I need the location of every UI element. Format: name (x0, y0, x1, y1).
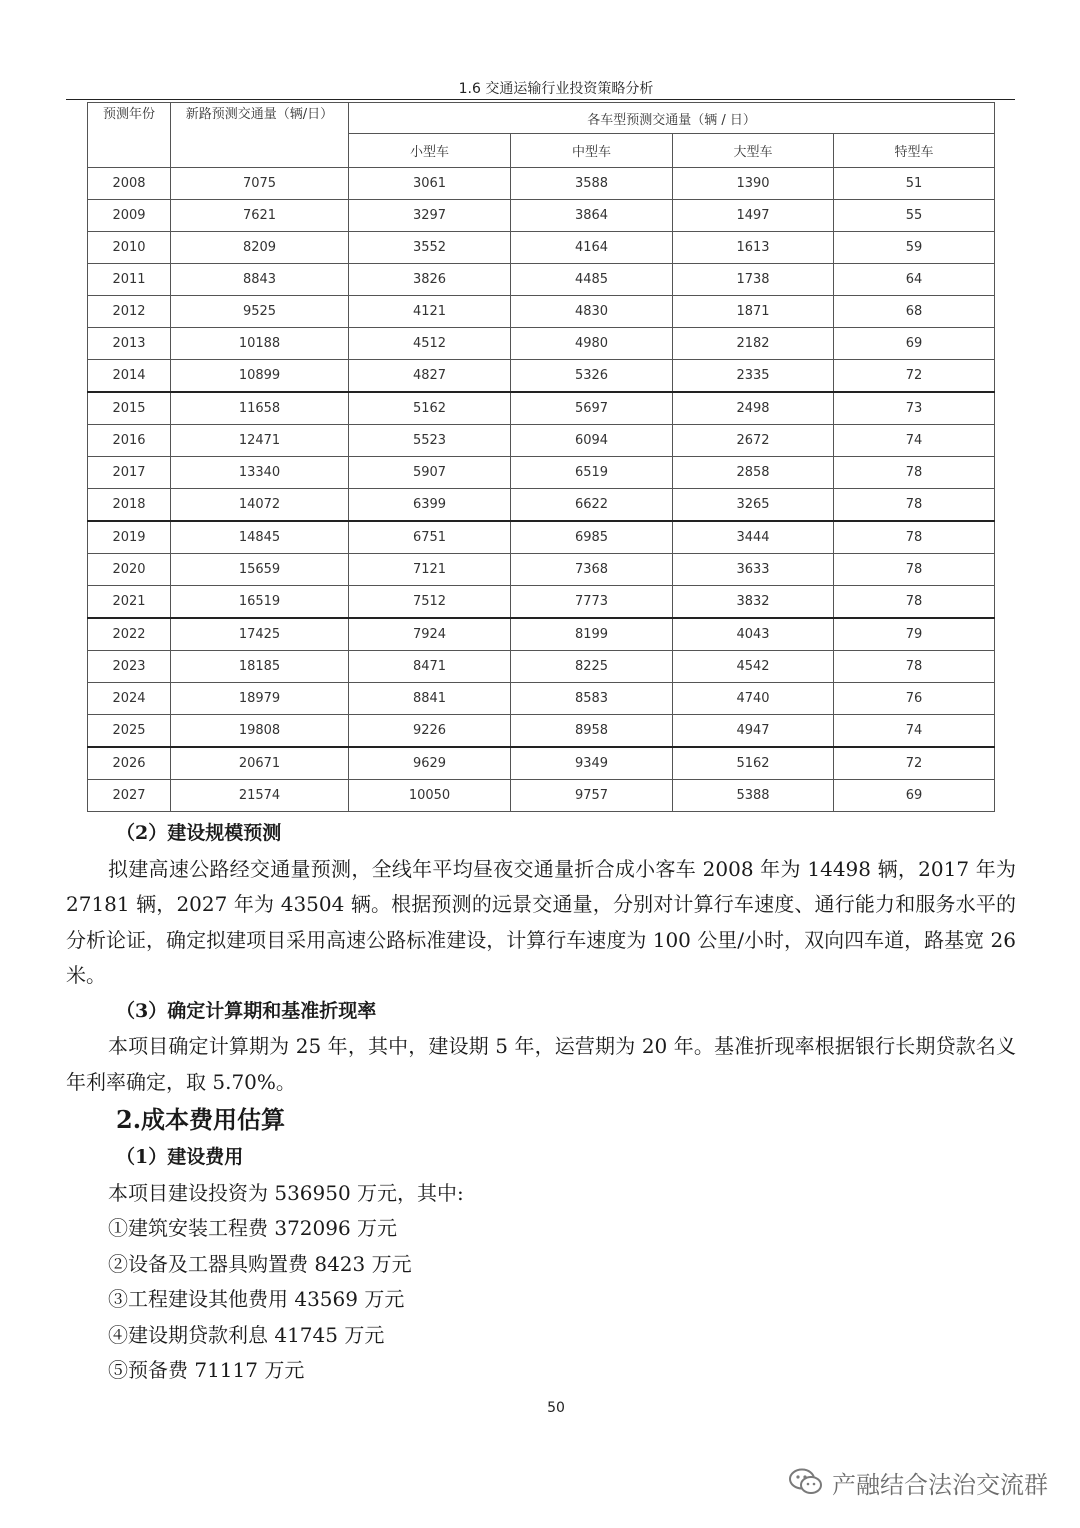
cell-year: 2012 (88, 296, 171, 328)
cell-medium: 3588 (511, 168, 673, 200)
cell-small: 3061 (349, 168, 511, 200)
cell-year: 2016 (88, 425, 171, 457)
cell-total: 18185 (171, 651, 349, 683)
cell-small: 9629 (349, 747, 511, 780)
cell-special: 78 (834, 554, 995, 586)
cell-year: 2023 (88, 651, 171, 683)
cell-total: 17425 (171, 618, 349, 651)
cell-year: 2010 (88, 232, 171, 264)
cell-medium: 8958 (511, 715, 673, 748)
cell-medium: 5326 (511, 360, 673, 393)
cell-large: 3444 (673, 521, 834, 554)
cell-year: 2019 (88, 521, 171, 554)
traffic-forecast-table (87, 102, 995, 812)
cell-medium: 9757 (511, 780, 673, 812)
cell-special: 78 (834, 521, 995, 554)
cell-special: 73 (834, 392, 995, 425)
cell-year: 2014 (88, 360, 171, 393)
cell-medium: 4164 (511, 232, 673, 264)
table-row (88, 200, 995, 232)
cell-medium: 6985 (511, 521, 673, 554)
cell-year: 2011 (88, 264, 171, 296)
cell-large: 1497 (673, 200, 834, 232)
table-row (88, 425, 995, 457)
cell-small: 7924 (349, 618, 511, 651)
page-header-title: 1.6 交通运输行业投资策略分析 (458, 81, 654, 97)
cell-large: 2672 (673, 425, 834, 457)
cell-large: 2858 (673, 457, 834, 489)
cell-small: 3552 (349, 232, 511, 264)
cell-small: 4121 (349, 296, 511, 328)
cell-year: 2008 (88, 168, 171, 200)
page-number: 50 (547, 1400, 565, 1416)
cell-small: 7512 (349, 586, 511, 619)
cell-year: 2009 (88, 200, 171, 232)
cell-special: 68 (834, 296, 995, 328)
cell-small: 5907 (349, 457, 511, 489)
table-row (88, 715, 995, 748)
table-row (88, 521, 995, 554)
cell-small: 8471 (349, 651, 511, 683)
cell-total: 10899 (171, 360, 349, 393)
cell-small: 4827 (349, 360, 511, 393)
cell-medium: 6622 (511, 489, 673, 522)
cell-year: 2026 (88, 747, 171, 780)
cell-large: 1613 (673, 232, 834, 264)
cell-special: 78 (834, 651, 995, 683)
cell-medium: 6094 (511, 425, 673, 457)
cell-large: 1738 (673, 264, 834, 296)
table-row (88, 651, 995, 683)
cell-total: 19808 (171, 715, 349, 748)
cell-total: 7075 (171, 168, 349, 200)
cell-total: 7621 (171, 200, 349, 232)
cell-small: 5162 (349, 392, 511, 425)
cell-large: 4740 (673, 683, 834, 715)
cell-large: 2498 (673, 392, 834, 425)
investment-intro: 本项目建设投资为 536950 万元，其中: (108, 1180, 464, 1205)
cost-item: ④建设期贷款利息 41745 万元 (108, 1322, 385, 1347)
cell-large: 4947 (673, 715, 834, 748)
cell-small: 5523 (349, 425, 511, 457)
cell-year: 2017 (88, 457, 171, 489)
cell-small: 8841 (349, 683, 511, 715)
table-row (88, 586, 995, 619)
cell-large: 1871 (673, 296, 834, 328)
cell-special: 69 (834, 328, 995, 360)
table-row (88, 328, 995, 360)
cell-total: 8843 (171, 264, 349, 296)
table-row (88, 554, 995, 586)
cell-medium: 7773 (511, 586, 673, 619)
table-row (88, 747, 995, 780)
cell-special: 78 (834, 457, 995, 489)
cell-special: 51 (834, 168, 995, 200)
cell-medium: 3864 (511, 200, 673, 232)
cell-small: 7121 (349, 554, 511, 586)
cell-large: 5388 (673, 780, 834, 812)
cell-special: 55 (834, 200, 995, 232)
table-row (88, 232, 995, 264)
cell-medium: 6519 (511, 457, 673, 489)
cell-special: 78 (834, 489, 995, 522)
cell-large: 5162 (673, 747, 834, 780)
header-divider (66, 99, 1015, 100)
watermark (788, 1462, 1048, 1502)
cell-special: 74 (834, 715, 995, 748)
cell-small: 3297 (349, 200, 511, 232)
table-row (88, 168, 995, 200)
cell-medium: 8583 (511, 683, 673, 715)
cell-special: 78 (834, 586, 995, 619)
watermark-text: 产融结合法治交流群 (832, 1470, 1048, 1499)
cell-year: 2020 (88, 554, 171, 586)
paragraph-calculation-period: 本项目确定计算期为 25 年，其中，建设期 5 年，运营期为 20 年。基准折现率根据银行长期贷款名义年利率确定，取 5.70%。 (66, 1034, 1016, 1094)
cell-medium: 4980 (511, 328, 673, 360)
header-year: 预测年份 (88, 103, 171, 168)
table-row (88, 457, 995, 489)
cell-total: 14072 (171, 489, 349, 522)
cell-year: 2013 (88, 328, 171, 360)
cell-medium: 5697 (511, 392, 673, 425)
cell-total: 10188 (171, 328, 349, 360)
cell-medium: 7368 (511, 554, 673, 586)
table-row (88, 392, 995, 425)
cell-special: 79 (834, 618, 995, 651)
cell-total: 9525 (171, 296, 349, 328)
table-row (88, 489, 995, 522)
cost-item: ②设备及工器具购置费 8423 万元 (108, 1251, 412, 1276)
cell-total: 12471 (171, 425, 349, 457)
header-large-vehicle: 大型车 (673, 134, 834, 168)
header-special-vehicle: 特型车 (834, 134, 995, 168)
cost-item: ③工程建设其他费用 43569 万元 (108, 1287, 405, 1311)
header-small-vehicle: 小型车 (349, 134, 511, 168)
cell-small: 6399 (349, 489, 511, 522)
cell-total: 14845 (171, 521, 349, 554)
subheading-construction-scale: （2）建设规模预测 (116, 822, 282, 844)
cell-special: 72 (834, 747, 995, 780)
cell-year: 2021 (88, 586, 171, 619)
wechat-icon (788, 1467, 824, 1497)
cell-total: 8209 (171, 232, 349, 264)
header-medium-vehicle: 中型车 (511, 134, 673, 168)
cell-large: 2182 (673, 328, 834, 360)
cell-medium: 9349 (511, 747, 673, 780)
cell-year: 2024 (88, 683, 171, 715)
cell-small: 10050 (349, 780, 511, 812)
cell-total: 20671 (171, 747, 349, 780)
cell-large: 4542 (673, 651, 834, 683)
cell-small: 4512 (349, 328, 511, 360)
cell-total: 13340 (171, 457, 349, 489)
cell-total: 18979 (171, 683, 349, 715)
cell-large: 3633 (673, 554, 834, 586)
body-text (66, 816, 1016, 1389)
table-row (88, 780, 995, 812)
cost-item: ⑤预备费 71117 万元 (108, 1358, 305, 1382)
cell-special: 72 (834, 360, 995, 393)
cell-year: 2027 (88, 780, 171, 812)
header-total-volume: 新路预测交通量（辆/日） (171, 103, 349, 168)
table-row (88, 683, 995, 715)
table-row (88, 264, 995, 296)
cell-special: 64 (834, 264, 995, 296)
cell-small: 3826 (349, 264, 511, 296)
cell-total: 11658 (171, 392, 349, 425)
header-by-vehicle-type: 各车型预测交通量（辆 / 日） (349, 103, 995, 134)
cell-medium: 8225 (511, 651, 673, 683)
cell-total: 16519 (171, 586, 349, 619)
cell-medium: 8199 (511, 618, 673, 651)
cell-large: 3832 (673, 586, 834, 619)
cost-item: ①建筑安装工程费 372096 万元 (108, 1216, 398, 1240)
section-heading-cost-estimate: 2.成本费用估算 (116, 1105, 286, 1134)
cell-special: 76 (834, 683, 995, 715)
table-row (88, 360, 995, 393)
cell-small: 9226 (349, 715, 511, 748)
cell-year: 2025 (88, 715, 171, 748)
subheading-construction-cost: （1）建设费用 (116, 1146, 244, 1168)
cell-year: 2018 (88, 489, 171, 522)
cell-year: 2022 (88, 618, 171, 651)
subheading-calculation-period: （3）确定计算期和基准折现率 (116, 999, 377, 1022)
cell-total: 21574 (171, 780, 349, 812)
table-row (88, 618, 995, 651)
cell-special: 74 (834, 425, 995, 457)
cell-special: 59 (834, 232, 995, 264)
cell-year: 2015 (88, 392, 171, 425)
paragraph-construction-scale: 拟建高速公路经交通量预测，全线年平均昼夜交通量折合成小客车 2008 年为 14498 辆，2017 年为 27181 辆，2027 年为 43504 辆。根据预测的远景交通量，分别对计算行车速度、通行能力和服务水平的分析论证，确定拟建项目采用高速公路标准建设，计算行车速度为 100 公里/小时，双向四车道，路基宽 26 米。 (66, 856, 1016, 987)
cell-small: 6751 (349, 521, 511, 554)
cell-large: 4043 (673, 618, 834, 651)
table-row (88, 296, 995, 328)
cell-special: 69 (834, 780, 995, 812)
cell-medium: 4485 (511, 264, 673, 296)
cell-large: 1390 (673, 168, 834, 200)
cell-large: 3265 (673, 489, 834, 522)
cell-medium: 4830 (511, 296, 673, 328)
cell-total: 15659 (171, 554, 349, 586)
cell-large: 2335 (673, 360, 834, 393)
